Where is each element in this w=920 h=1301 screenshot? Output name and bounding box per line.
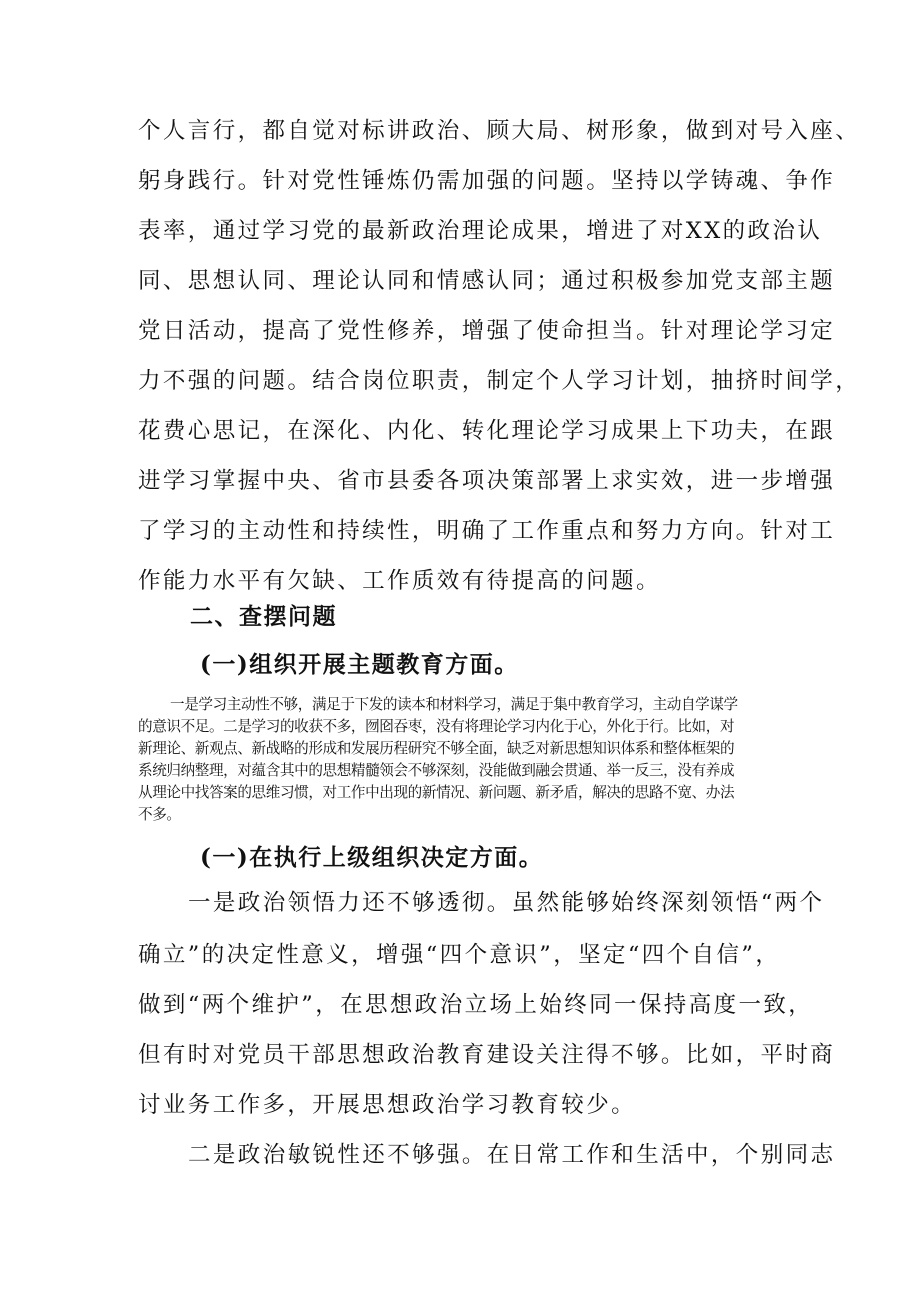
subheading-1: (一)组织开展主题教育方面。 xyxy=(200,651,519,678)
text-line: 确立”的决定性意义，增强“四个意识”，坚定“四个自信”， xyxy=(138,942,781,968)
text-line: 新理论、新观点、新战略的形成和发展历程研究不够全面，缺乏对新思想知识体系和整体框架的 xyxy=(138,740,735,757)
text-line: 但有时对党员干部思想政治教育建设关注得不够。比如，平时商 xyxy=(138,1042,836,1068)
text-line: 躬身践行。针对党性锤炼仍需加强的问题。坚持以学铸魂、争作 xyxy=(138,168,836,194)
text-line: 花费心思记，在深化、内化、转化理论学习成果上下功夫，在跟 xyxy=(138,418,836,444)
section-heading: 二、查摆问题 xyxy=(190,603,337,630)
text-line: 做到“两个维护”，在思想政治立场上始终同一保持高度一致， xyxy=(138,992,814,1018)
text-line: 个人言行，都自觉对标讲政治、顾大局、树形象，做到对号入座、 xyxy=(138,118,861,144)
text-line: 一是学习主动性不够，满足于下发的读本和材料学习，满足于集中教育学习，主动自学谋学 xyxy=(170,696,738,713)
text-line: 二是政治敏锐性还不够强。在日常工作和生活中，个别同志 xyxy=(188,1142,836,1168)
text-line: 进学习掌握中央、省市县委各项决策部署上求实效，进一步增强 xyxy=(138,468,836,494)
subheading-2: (一)在执行上级组织决定方面。 xyxy=(200,844,544,871)
text-line: 讨业务工作多，开展思想政治学习教育较少。 xyxy=(138,1092,637,1118)
text-line: 表率，通过学习党的最新政治理论成果，增进了对XX的政治认 xyxy=(138,218,823,244)
text-line: 同、思想认同、理论认同和情感认同；通过积极参加党支部主题 xyxy=(138,268,836,294)
text-line: 力不强的问题。结合岗位职责，制定个人学习计划，抽挤时间学， xyxy=(138,368,861,394)
text-line: 系统归纳整理，对蕴含其中的思想精髓领会不够深刻，没能做到融会贯通、举一反三，没有养成 xyxy=(138,762,735,779)
text-line: 从理论中找答案的思维习惯，对工作中出现的新情况、新问题、新矛盾，解决的思路不宽、办法 xyxy=(138,784,735,801)
text-line: 的意识不足。二是学习的收获不多，囫囵吞枣，没有将理论学习内化于心，外化于行。比如，对 xyxy=(138,718,735,735)
text-line: 作能力水平有欠缺、工作质效有待提高的问题。 xyxy=(138,568,661,594)
text-line: 一是政治领悟力还不够透彻。虽然能够始终深刻领悟“两个 xyxy=(188,890,825,916)
text-line: 了学习的主动性和持续性，明确了工作重点和努力方向。针对工 xyxy=(138,518,836,544)
text-line: 不多。 xyxy=(138,806,181,823)
text-line: 党日活动，提高了党性修养，增强了使命担当。针对理论学习定 xyxy=(138,318,836,344)
